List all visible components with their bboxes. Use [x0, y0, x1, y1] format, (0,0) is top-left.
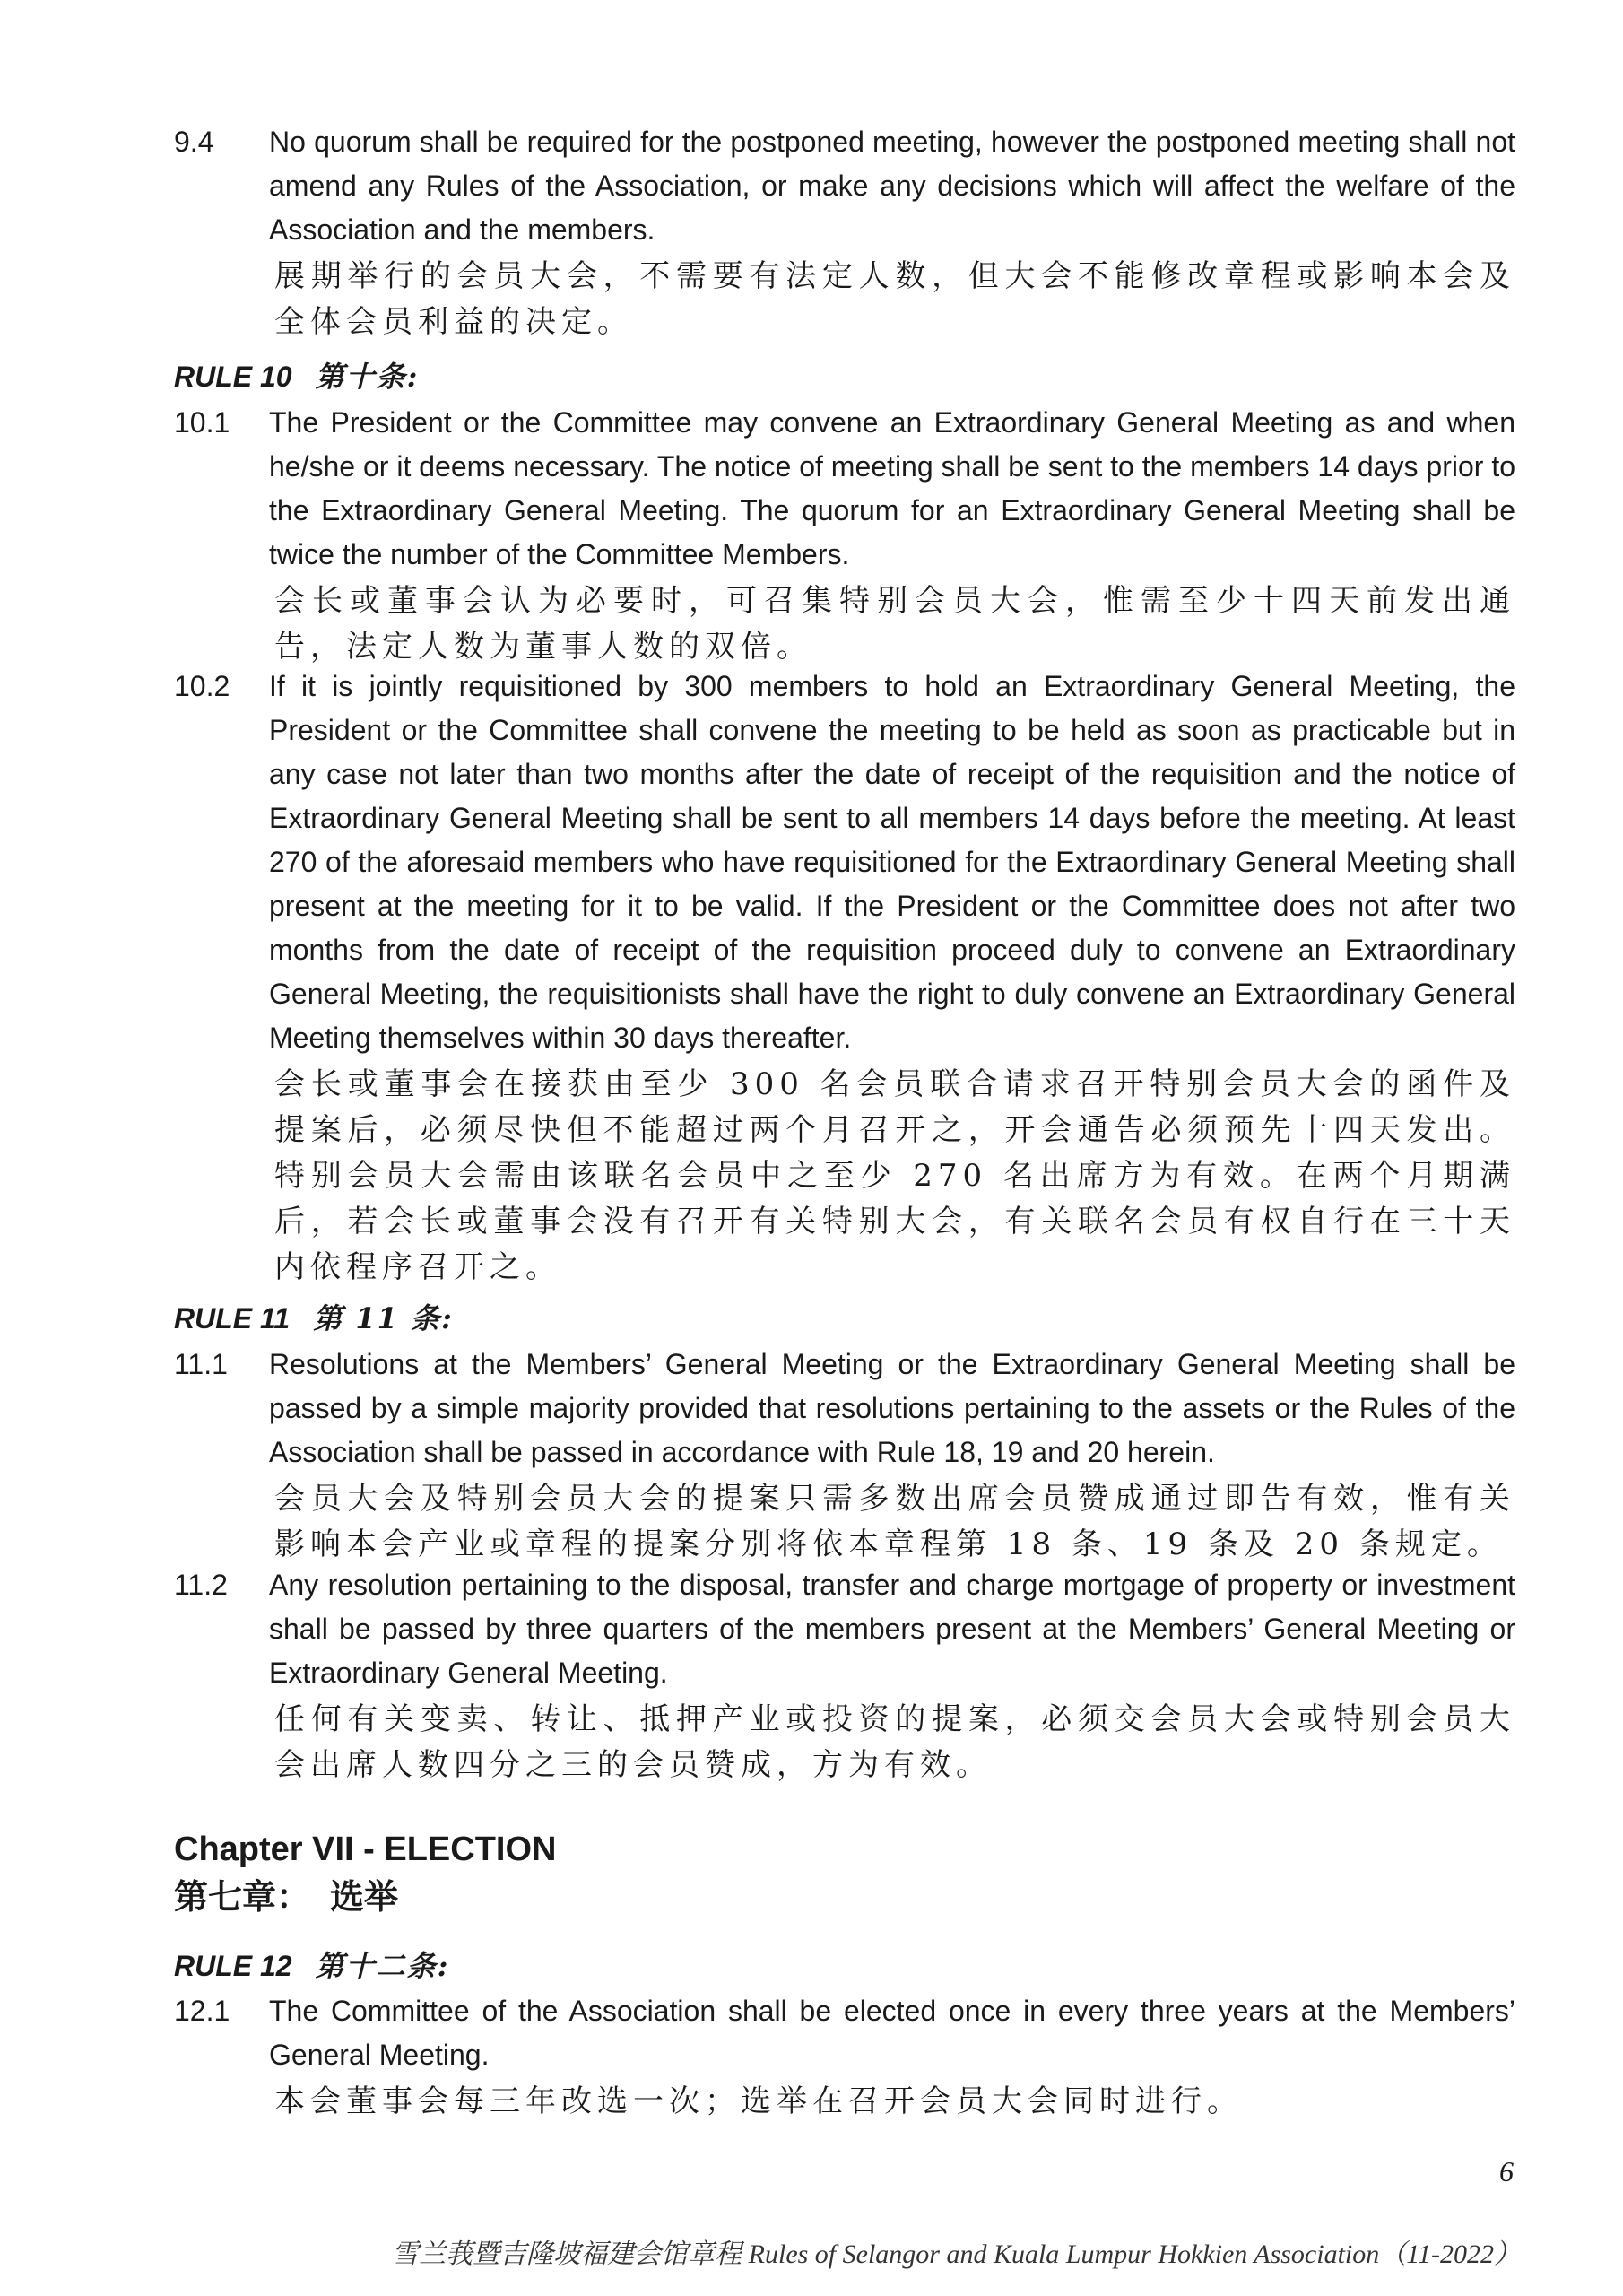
- rule-heading-zh: 第 11 条:: [313, 1301, 454, 1335]
- rule-heading-en: RULE 11: [174, 1302, 291, 1335]
- clause-text-zh: 会长或董事会在接获由至少 300 名会员联合请求召开特别会员大会的函件及提案后，必须尽快但不能超过两个月召开之，开会通告必须预先十四天发出。特别会员大会需由该联名会员中之至少 270 名出席方为有效。在两个月期满后，若会长或董事会没有召开有关特别大会，有关联名会员有权自行在三十天内依程序召开之。: [274, 1066, 1515, 1285]
- clause-11-1: [174, 1343, 1515, 1568]
- clause-text-zh: 任何有关变卖、转让、抵押产业或投资的提案，必须交会员大会或特别会员大会出席人数四分之三的会员赞成，方为有效。: [274, 1701, 1515, 1783]
- chapter-number-zh: 第七章：: [174, 1876, 311, 1917]
- rule-heading-zh: 第十二条:: [315, 1949, 450, 1983]
- rule-heading-11: [174, 1299, 454, 1338]
- rule-heading-en: RULE 12: [174, 1950, 292, 1982]
- clause-text-zh: 会员大会及特别会员大会的提案只需多数出席会员赞成通过即告有效，惟有关影响本会产业或章程的提案分别将依本章程第 18 条、19 条及 20 条规定。: [274, 1481, 1515, 1562]
- clause-10-2: [174, 665, 1515, 1291]
- rule-heading-zh: 第十条:: [315, 360, 420, 394]
- clause-number: 11.1: [174, 1348, 228, 1380]
- rule-heading-12: [174, 1946, 449, 1986]
- clause-text-en: Resolutions at the Members’ General Meeting or the Extraordinary General Meeting shall be passed by a simple majority provided that resolutions pertaining to the assets or the Rules of the Association shall be passed in accordance with Rule 18, 19 and 20 herein.: [269, 1348, 1515, 1468]
- clause-number: 10.1: [174, 406, 230, 439]
- clause-text-en: No quorum shall be required for the postponed meeting, however the postponed meeting shall not amend any Rules of the Association, or make any decisions which will affect the welfare of the Association and the members.: [269, 126, 1515, 246]
- page-number: 6: [1499, 2155, 1514, 2187]
- clause-text-en: If it is jointly requisitioned by 300 members to hold an Extraordinary General Meeting, the President or the Committee shall convene the meeting to be held as soon as practicable but in any case not later than two months after the date of receipt of the requisition and the notice of Extraordinary General Meeting shall be sent to all members 14 days before the meeting. At least 270 of the aforesaid members who have requisitioned for the Extraordinary General Meeting shall present at the meeting for it to be valid. If the President or the Committee does not after two months from the date of receipt of the requisition proceed duly to convene an Extraordinary General Meeting, the requisitionists shall have the right to duly convene an Extraordinary General Meeting themselves within 30 days thereafter.: [269, 670, 1515, 1054]
- chapter-title-zh: [174, 1874, 398, 1919]
- chapter-name-zh: 选举: [330, 1876, 399, 1917]
- clause-10-1: [174, 401, 1515, 670]
- clause-text-en: The Committee of the Association shall be elected once in every three years at the Members’ General Meeting.: [269, 1995, 1515, 2071]
- clause-text-zh: 展期举行的会员大会，不需要有法定人数，但大会不能修改章程或影响本会及全体会员利益的决定。: [274, 258, 1515, 340]
- clause-number: 12.1: [174, 1995, 230, 2027]
- clause-text-en: The President or the Committee may convene an Extraordinary General Meeting as and when he/she or it deems necessary. The notice of meeting shall be sent to the members 14 days prior to the Extraordinary General Meeting. The quorum for an Extraordinary General Meeting shall be twice the number of the Committee Members.: [269, 406, 1515, 570]
- clause-text-zh: 会长或董事会认为必要时，可召集特别会员大会，惟需至少十四天前发出通告，法定人数为董事人数的双倍。: [274, 583, 1515, 665]
- clause-text-en: Any resolution pertaining to the disposal, transfer and charge mortgage of property or investment shall be passed by three quarters of the members present at the Members’ General Meeting or Extraordinary General Meeting.: [269, 1569, 1515, 1689]
- clause-number: 11.2: [174, 1569, 228, 1601]
- clause-12-1: [174, 1989, 1515, 2125]
- chapter-title: Chapter VII - ELECTION: [174, 1831, 557, 1868]
- clause-text-zh: 本会董事会每三年改选一次；选举在召开会员大会同时进行。: [274, 2083, 1243, 2119]
- rule-heading-en: RULE 10: [174, 361, 292, 393]
- clause-9-4: [174, 120, 1515, 345]
- clause-11-2: [174, 1563, 1515, 1788]
- rule-heading-10: [174, 357, 419, 396]
- clause-number: 10.2: [174, 670, 230, 702]
- clause-number: 9.4: [174, 126, 214, 158]
- page-footer: 雪兰莪暨吉隆坡福建会馆章程 Rules of Selangor and Kuala Lumpur Hokkien Association（11-2022）: [392, 2239, 1521, 2269]
